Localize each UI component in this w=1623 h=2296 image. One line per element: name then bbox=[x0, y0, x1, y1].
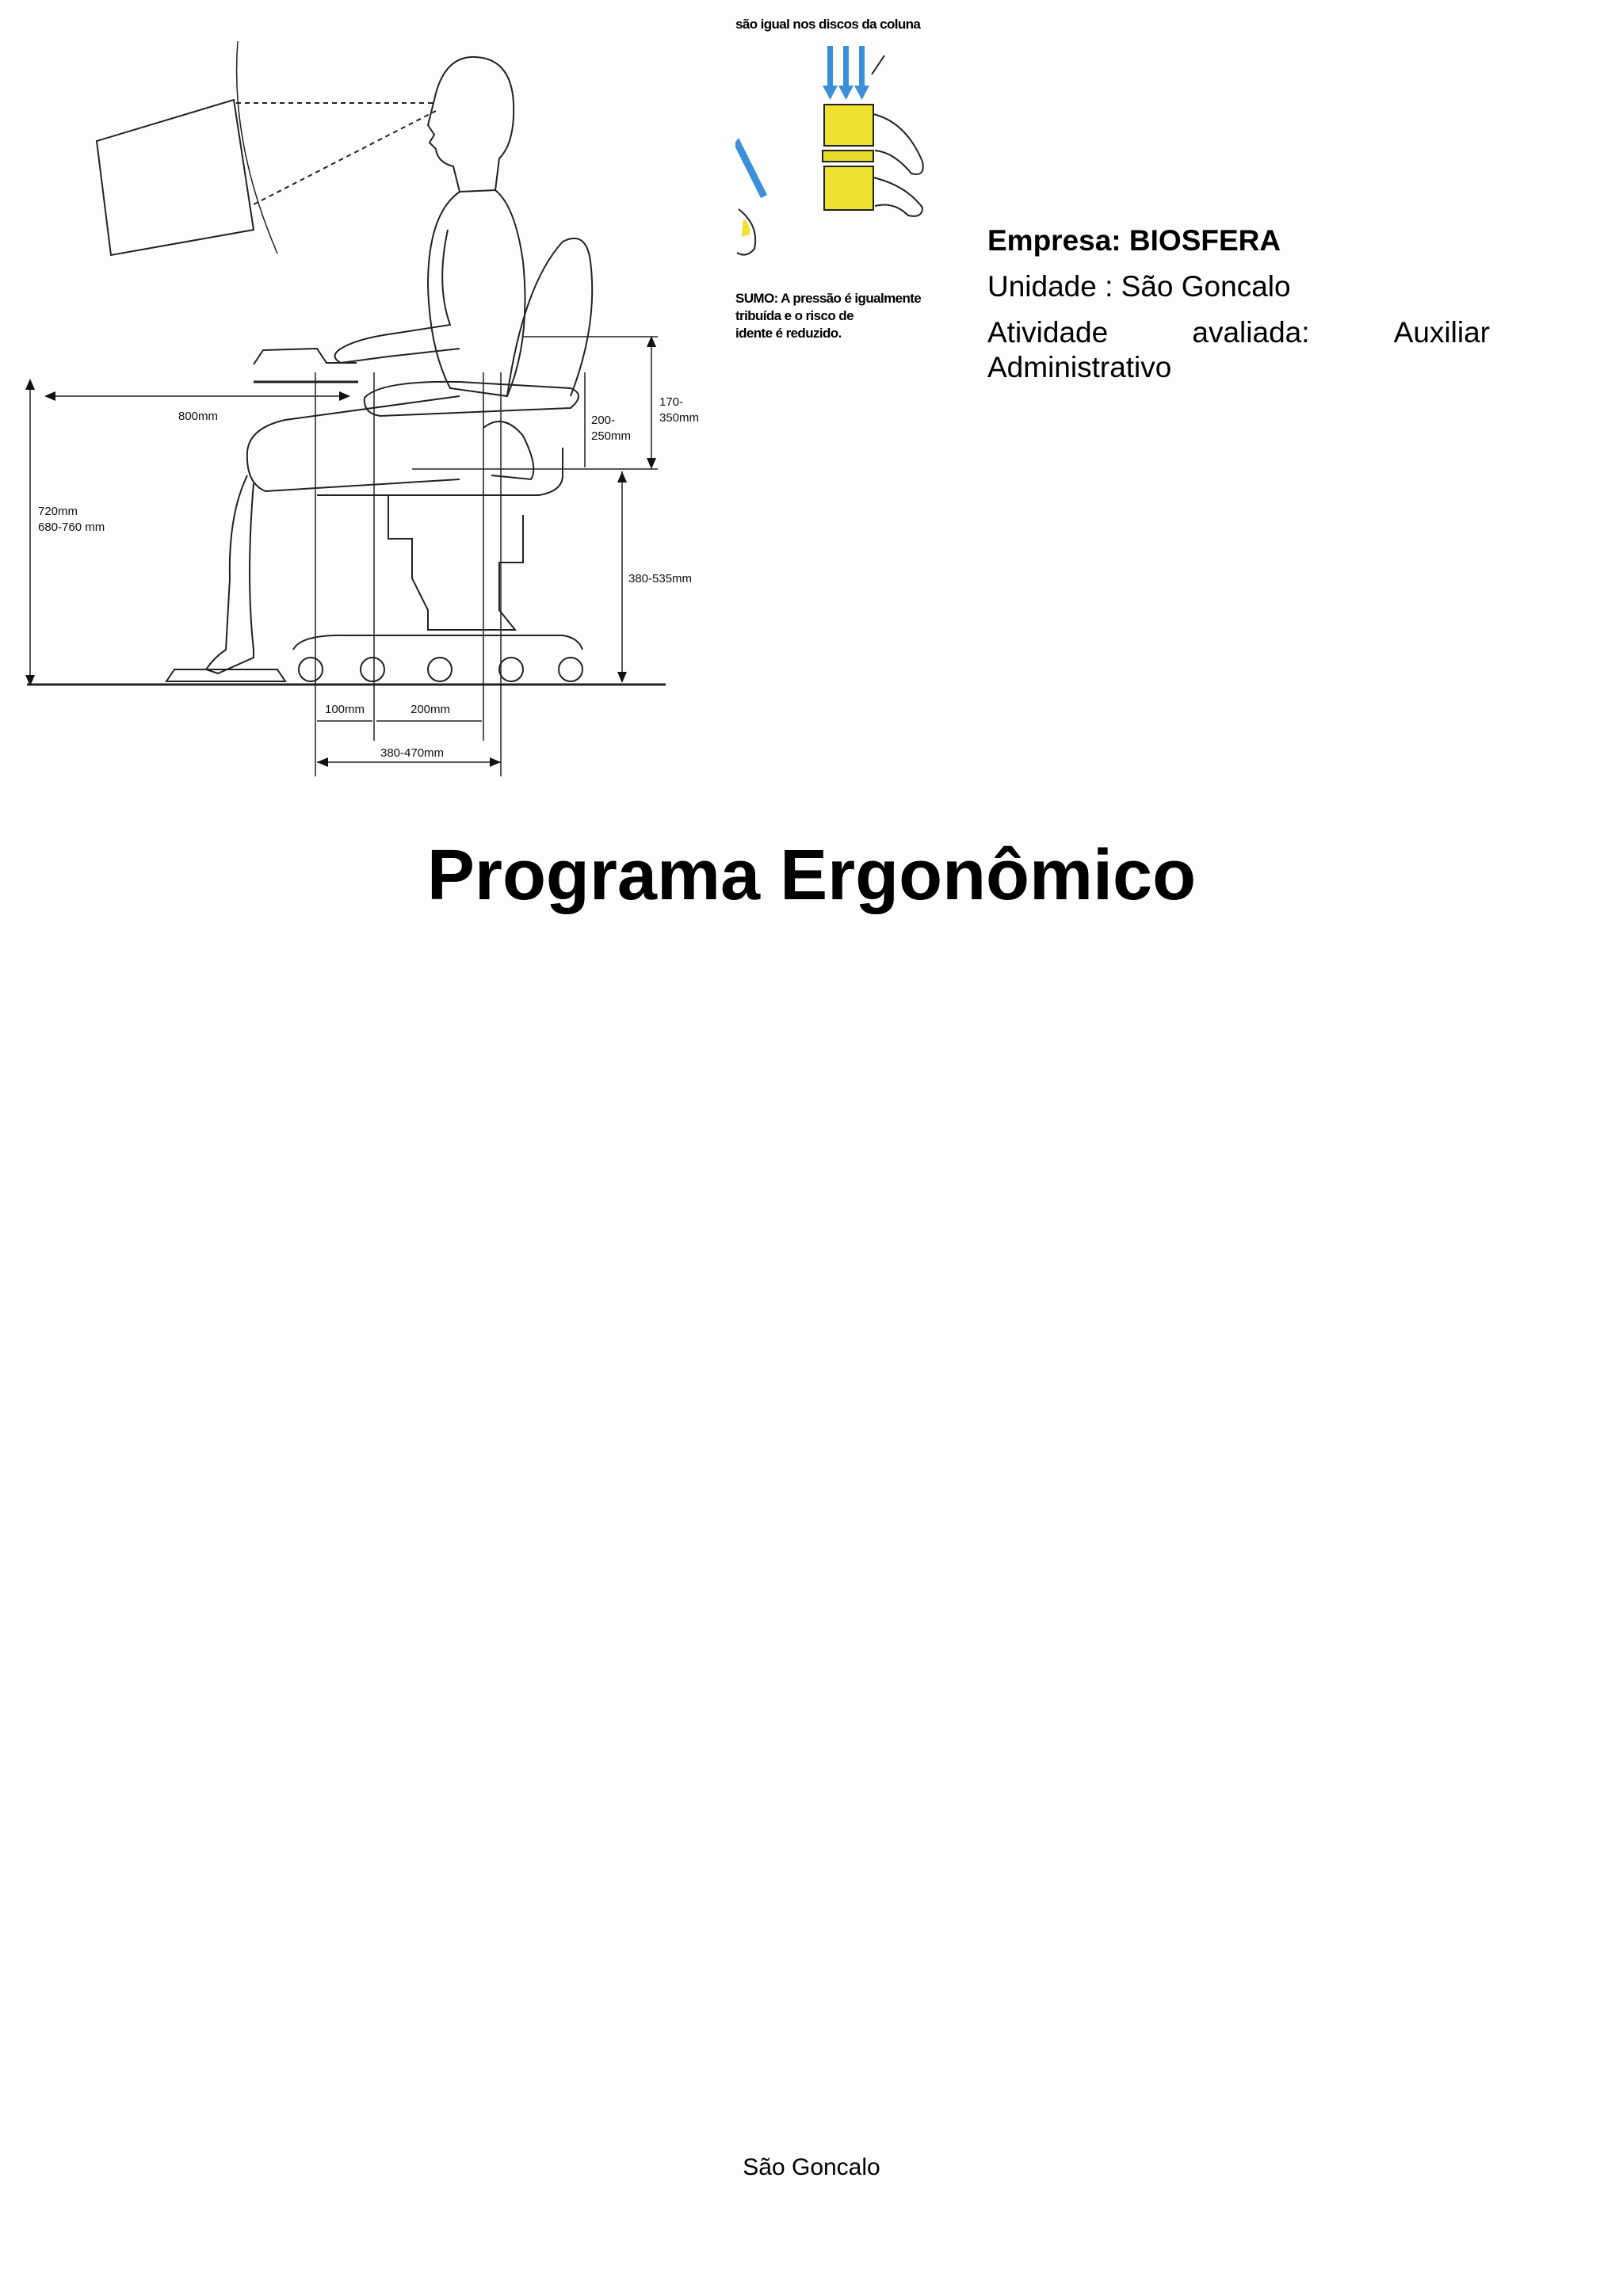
arrowhead-380-left bbox=[317, 757, 328, 767]
dim-label-350: 350mm bbox=[659, 411, 700, 425]
figure-thigh bbox=[247, 396, 460, 491]
dim-label-720: 720mm bbox=[38, 505, 78, 518]
footer-location: São Goncalo bbox=[743, 2154, 880, 2180]
spinal-disc bbox=[823, 151, 873, 162]
dim-label-100: 100mm bbox=[325, 703, 365, 716]
figure-arm bbox=[335, 230, 460, 363]
activity-word-3: Auxiliar bbox=[1393, 316, 1490, 349]
arrowhead-380-right bbox=[490, 757, 501, 767]
activity-word-2: avaliada: bbox=[1192, 316, 1310, 349]
sight-line-lower bbox=[254, 111, 436, 204]
chair-wheel-1 bbox=[299, 658, 323, 681]
pressure-arrow-2 bbox=[843, 46, 849, 87]
dim-label-200mm: 200mm bbox=[411, 703, 451, 716]
vertebra-process-upper bbox=[873, 114, 923, 174]
unit-name: Unidade : São Goncalo bbox=[987, 270, 1291, 303]
arrowhead-backrest-top bbox=[647, 336, 656, 347]
caption-pointer bbox=[872, 55, 884, 74]
document-title: Programa Ergonômico bbox=[426, 836, 1197, 915]
company-info bbox=[987, 223, 1490, 385]
spine-top-caption: são igual nos discos da coluna bbox=[735, 17, 921, 32]
chair-wheel-5 bbox=[559, 658, 582, 681]
company-name: Empresa: BIOSFERA bbox=[987, 224, 1281, 257]
chair-base bbox=[293, 635, 582, 650]
pressure-arrowhead-1 bbox=[823, 86, 838, 100]
dim-label-170: 170- bbox=[659, 395, 684, 409]
spine-drawing bbox=[735, 11, 941, 288]
spine-illustration bbox=[735, 11, 941, 368]
activity-evaluated-continuation: Administrativo bbox=[987, 351, 1172, 383]
vision-arc bbox=[237, 41, 277, 254]
chair-seat bbox=[365, 382, 579, 416]
activity-evaluated bbox=[987, 315, 1490, 350]
footrest bbox=[166, 669, 285, 681]
vertebra-process-lower bbox=[873, 177, 922, 216]
vertebra-lower bbox=[824, 166, 873, 210]
dim-label-680-760: 680-760 mm bbox=[38, 521, 105, 534]
arrowhead-height-top bbox=[25, 379, 35, 390]
chair-wheel-4 bbox=[499, 658, 523, 681]
dim-label-200: 200- bbox=[591, 414, 616, 427]
figure-lower-leg bbox=[206, 475, 254, 673]
figure-head bbox=[428, 57, 514, 192]
arrowhead-seat-top bbox=[617, 471, 627, 482]
ergonomic-workstation-figure bbox=[16, 24, 729, 800]
pressure-arrowhead-2 bbox=[838, 86, 854, 100]
dim-label-380-535: 380-535mm bbox=[628, 572, 693, 585]
pressure-arrow-1 bbox=[827, 46, 833, 87]
dim-label-250: 250mm bbox=[591, 429, 632, 443]
arrowhead-backrest-bottom bbox=[647, 458, 656, 469]
pressure-arrowhead-3 bbox=[854, 86, 869, 100]
arrowhead-seat-bottom bbox=[617, 672, 627, 683]
arrowhead-depth-right bbox=[339, 391, 350, 401]
vertebra-upper bbox=[824, 105, 873, 146]
pressure-arrow-3 bbox=[859, 46, 865, 87]
side-arrow bbox=[735, 138, 767, 198]
dim-label-800: 800mm bbox=[178, 410, 219, 423]
spine-bottom-caption: SUMO: A pressão é igualmente tribuída e o risco de idente é reduzido. bbox=[735, 291, 922, 341]
armrest bbox=[483, 421, 533, 479]
ergonomic-drawing bbox=[16, 24, 729, 800]
activity-word-1: Atividade bbox=[987, 316, 1109, 349]
chair-back bbox=[507, 238, 592, 396]
chair-seat-support bbox=[317, 448, 563, 495]
chair-column bbox=[388, 495, 523, 630]
monitor bbox=[97, 100, 254, 255]
chair-wheel-2 bbox=[361, 658, 384, 681]
chair-wheel-3 bbox=[428, 658, 452, 681]
keyboard bbox=[254, 349, 357, 364]
spine-yellow-fragment bbox=[742, 219, 750, 237]
dim-label-380-470: 380-470mm bbox=[380, 746, 445, 760]
arrowhead-depth-left bbox=[44, 391, 55, 401]
